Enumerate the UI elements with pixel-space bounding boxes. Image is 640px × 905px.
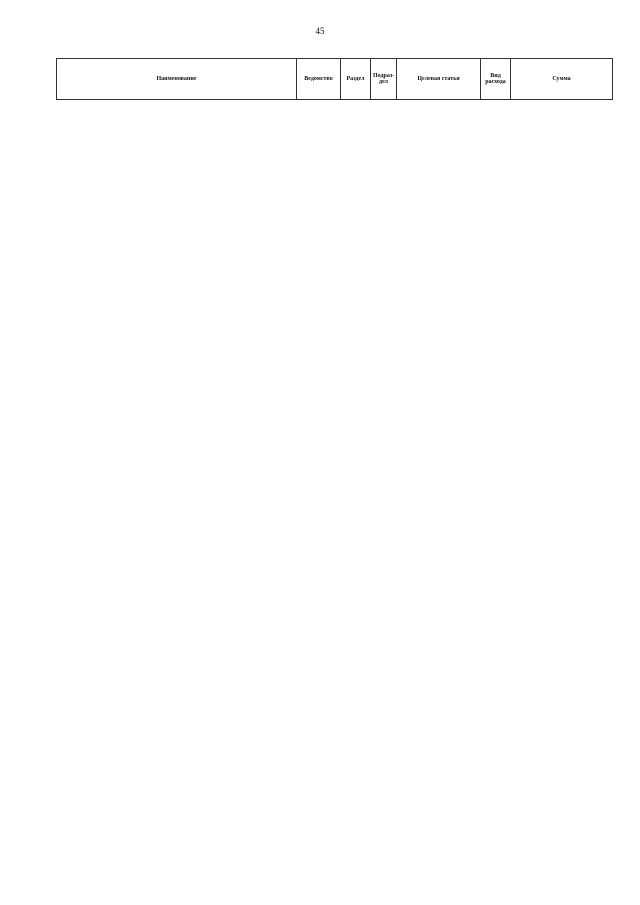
header-target-article: Целевая статья (397, 59, 481, 100)
header-section: Раздел (341, 59, 371, 100)
budget-table (56, 58, 613, 100)
header-amount: Сумма (511, 59, 613, 100)
header-name: Наименование (57, 59, 297, 100)
header-department: Ведомство (297, 59, 341, 100)
page-number: 45 (315, 26, 325, 36)
header-expense-type: Вид расхода (481, 59, 511, 100)
table-header-row (57, 59, 613, 100)
header-subsection: Подраз-дел (371, 59, 397, 100)
